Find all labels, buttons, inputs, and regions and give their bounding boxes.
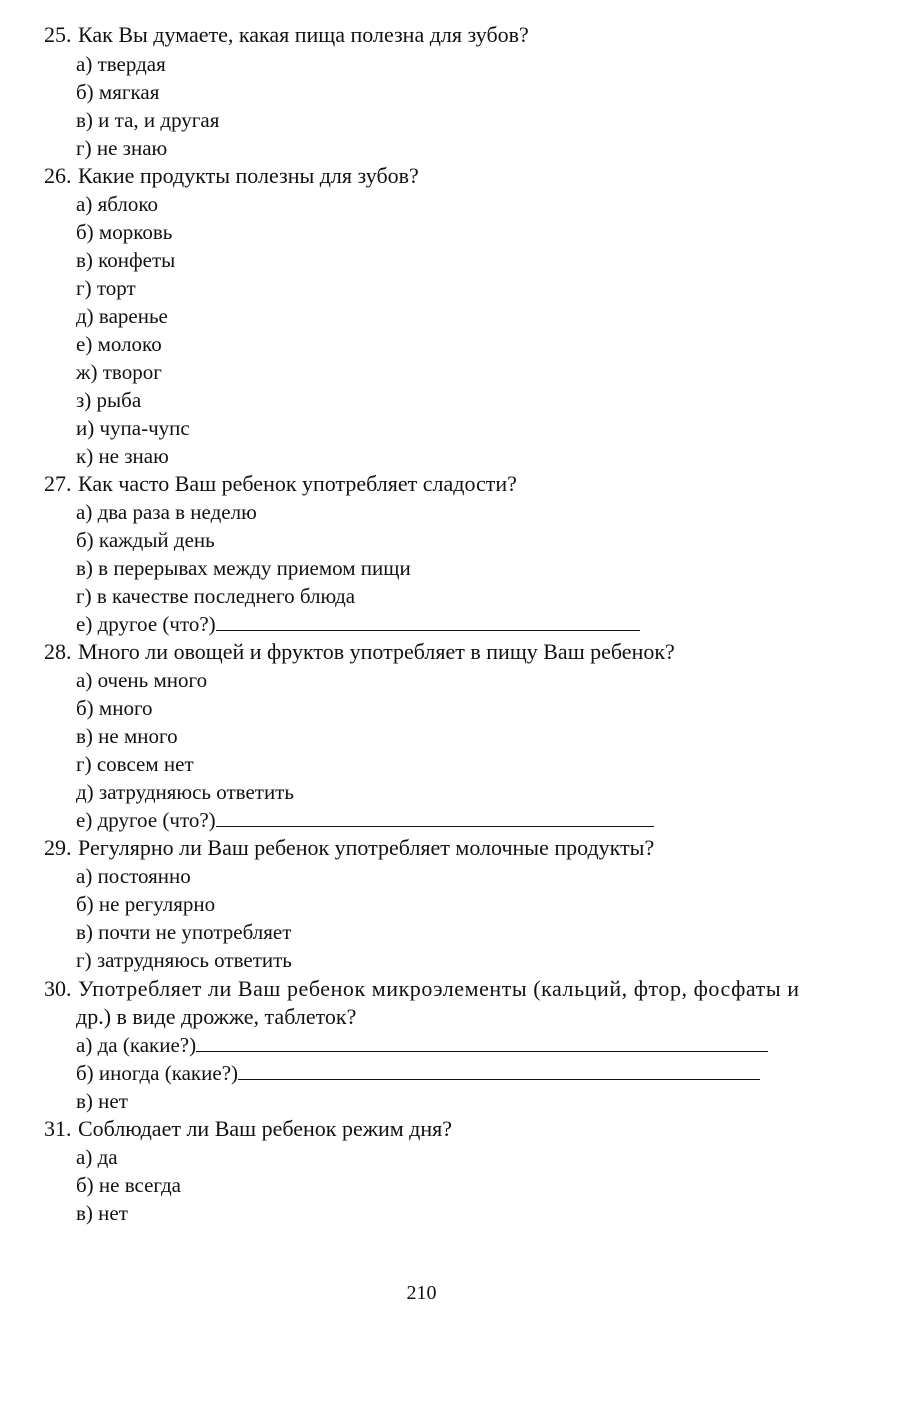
option: з) рыба bbox=[76, 388, 142, 412]
question-30-continuation: др.) в виде дрожже, таблеток? bbox=[76, 1004, 357, 1029]
option: г) совсем нет bbox=[76, 752, 194, 776]
question-text: Соблюдает ли Ваш ребенок режим дня? bbox=[78, 1116, 452, 1141]
option: в) нет bbox=[76, 1089, 128, 1113]
question-25 bbox=[44, 21, 529, 49]
answer-blank-line bbox=[238, 1061, 760, 1080]
option-with-blank bbox=[76, 1059, 760, 1087]
option-label: е) другое (что?) bbox=[76, 808, 216, 832]
question-text: Как Вы думаете, какая пища полезна для зубов? bbox=[78, 22, 529, 47]
option: б) не регулярно bbox=[76, 892, 216, 916]
option-with-blank bbox=[76, 806, 654, 834]
option: в) почти не употребляет bbox=[76, 920, 292, 944]
option: в) в перерывах между приемом пищи bbox=[76, 556, 411, 580]
option: б) много bbox=[76, 696, 153, 720]
answer-blank-line bbox=[196, 1033, 768, 1052]
option: б) каждый день bbox=[76, 528, 215, 552]
option: б) мягкая bbox=[76, 80, 160, 104]
option: б) морковь bbox=[76, 220, 173, 244]
question-number: 25. bbox=[44, 22, 72, 47]
option: к) не знаю bbox=[76, 444, 169, 468]
question-29 bbox=[44, 834, 654, 862]
answer-blank-line bbox=[216, 808, 654, 827]
option: г) торт bbox=[76, 276, 136, 300]
option: а) постоянно bbox=[76, 864, 191, 888]
option: д) затрудняюсь ответить bbox=[76, 780, 294, 804]
page-number: 210 bbox=[406, 1282, 437, 1304]
option: и) чупа-чупс bbox=[76, 416, 190, 440]
question-number: 28. bbox=[44, 639, 72, 664]
option: г) не знаю bbox=[76, 136, 168, 160]
question-31 bbox=[44, 1115, 452, 1143]
question-number: 27. bbox=[44, 471, 72, 496]
option: в) не много bbox=[76, 724, 178, 748]
question-text: Регулярно ли Ваш ребенок употребляет молочные продукты? bbox=[78, 835, 655, 860]
option: в) нет bbox=[76, 1201, 128, 1225]
option: е) молоко bbox=[76, 332, 162, 356]
option-label: е) другое (что?) bbox=[76, 612, 216, 636]
option: а) да bbox=[76, 1145, 118, 1169]
question-30 bbox=[44, 975, 856, 1003]
option: б) не всегда bbox=[76, 1173, 181, 1197]
question-number: 29. bbox=[44, 835, 72, 860]
option: д) варенье bbox=[76, 304, 168, 328]
question-text: Употребляет ли Ваш ребенок микроэлементы (кальций, фтор, фосфаты и bbox=[78, 976, 800, 1001]
question-26 bbox=[44, 162, 419, 190]
option-label: а) да (какие?) bbox=[76, 1033, 197, 1057]
question-27 bbox=[44, 470, 517, 498]
option: а) очень много bbox=[76, 668, 208, 692]
option-with-blank bbox=[76, 1031, 768, 1059]
question-number: 30. bbox=[44, 976, 72, 1001]
option: а) твердая bbox=[76, 52, 166, 76]
option: в) конфеты bbox=[76, 248, 176, 272]
option: г) в качестве последнего блюда bbox=[76, 584, 356, 608]
question-text: Как часто Ваш ребенок употребляет сладости? bbox=[78, 471, 517, 496]
option: а) два раза в неделю bbox=[76, 500, 257, 524]
option: г) затрудняюсь ответить bbox=[76, 948, 292, 972]
option: ж) творог bbox=[76, 360, 162, 384]
question-number: 26. bbox=[44, 163, 72, 188]
question-number: 31. bbox=[44, 1116, 72, 1141]
question-text: Какие продукты полезны для зубов? bbox=[78, 163, 419, 188]
question-28 bbox=[44, 638, 675, 666]
option-label: б) иногда (какие?) bbox=[76, 1061, 239, 1085]
answer-blank-line bbox=[216, 612, 640, 631]
question-text: Много ли овощей и фруктов употребляет в пищу Ваш ребенок? bbox=[78, 639, 675, 664]
option: а) яблоко bbox=[76, 192, 159, 216]
option: в) и та, и другая bbox=[76, 108, 220, 132]
option-with-blank bbox=[76, 610, 640, 638]
